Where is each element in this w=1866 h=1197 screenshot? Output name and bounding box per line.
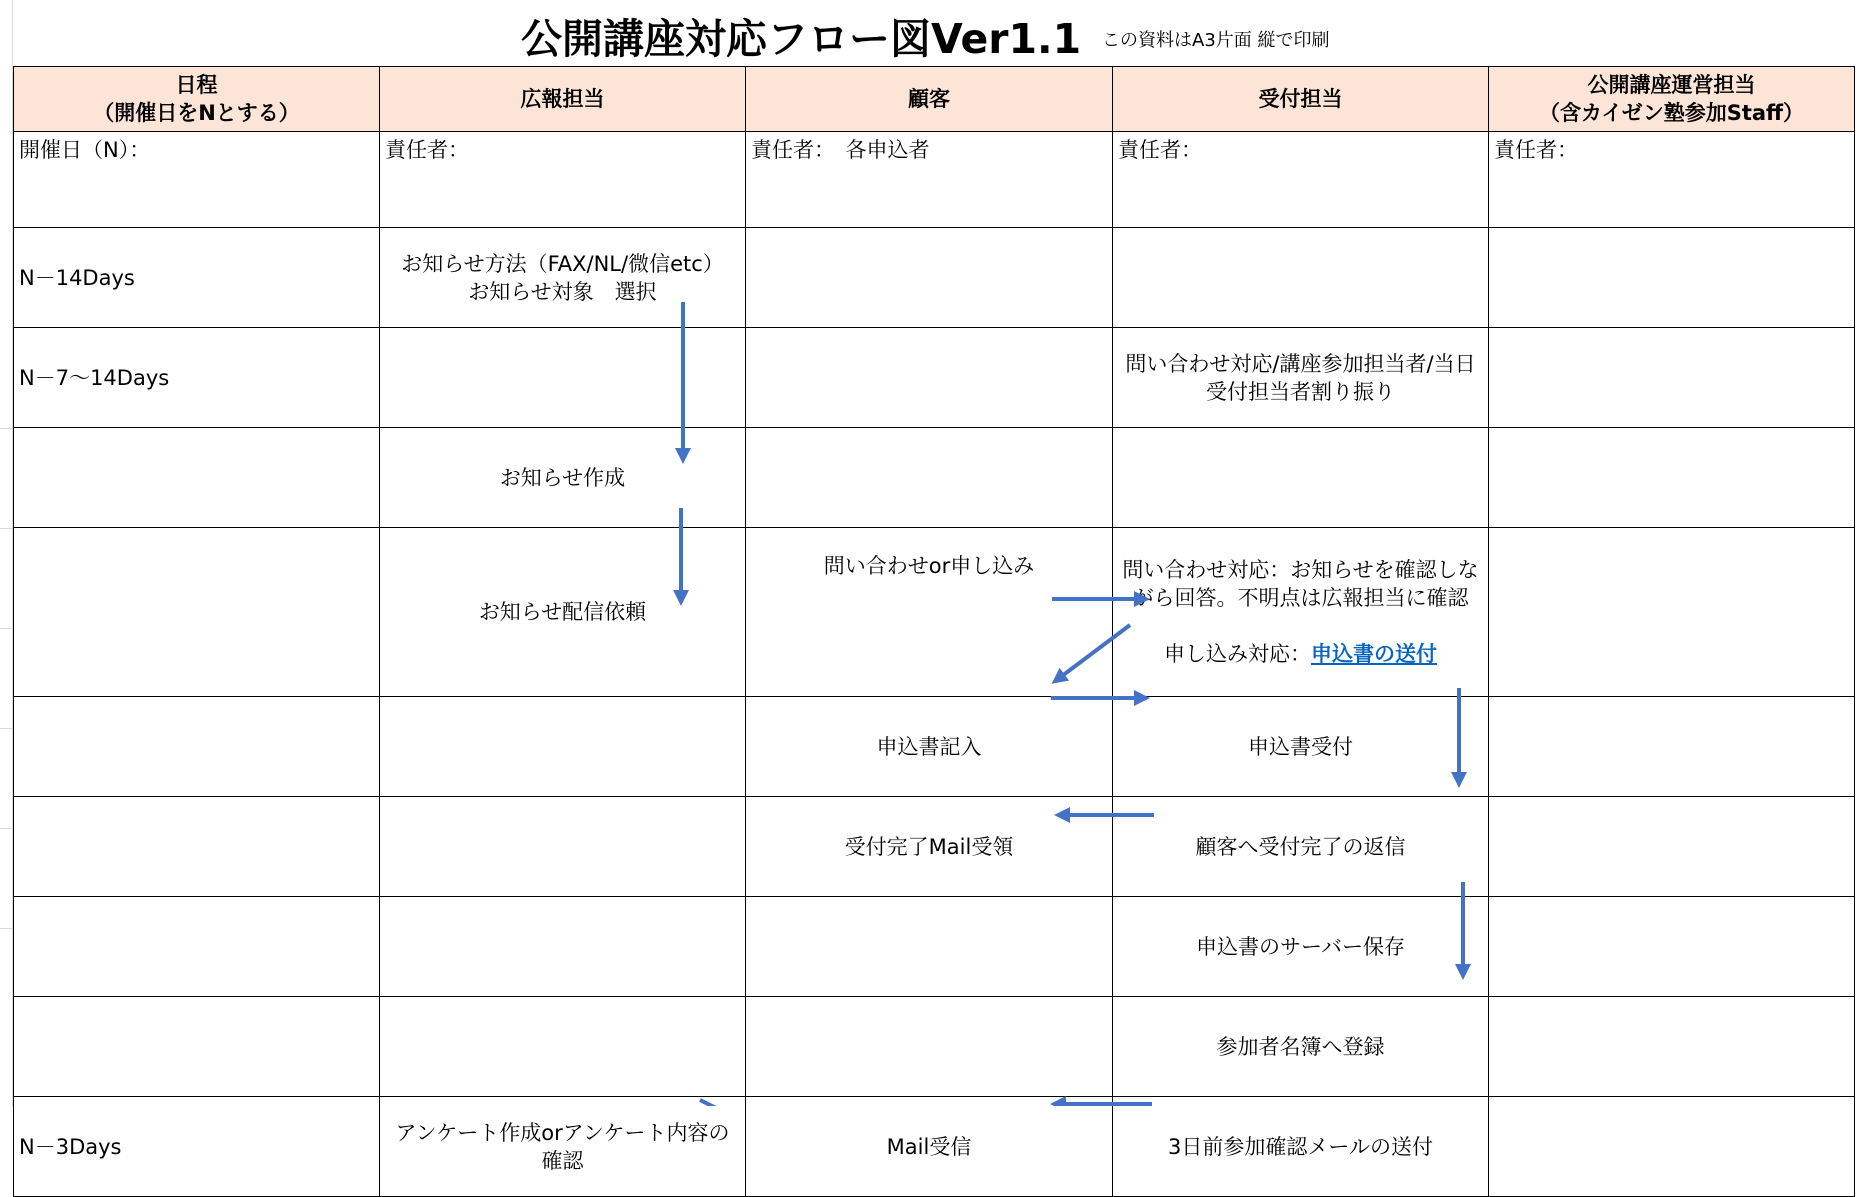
send-application-link[interactable]: 申込書の送付 (1311, 642, 1437, 666)
responsible-schedule: 開催日（N）： (14, 132, 380, 228)
operations-cell (1489, 897, 1855, 997)
header-reception: 受付担当 (1113, 67, 1489, 132)
reception-cell (1113, 428, 1489, 528)
table-row (14, 797, 1855, 897)
reception-cell: 申込書受付 (1113, 697, 1489, 797)
responsible-pr: 責任者： (380, 132, 746, 228)
header-schedule: 日程 （開催日をNとする） (14, 67, 380, 132)
pr-cell: お知らせ配信依頼 (380, 528, 746, 697)
table-row (14, 428, 1855, 528)
reception-cell: 参加者名簿へ登録 (1113, 997, 1489, 1097)
reception-cell (1113, 528, 1489, 697)
operations-cell (1489, 997, 1855, 1097)
operations-cell (1489, 797, 1855, 897)
customer-cell (746, 897, 1113, 997)
schedule-cell (14, 997, 380, 1097)
pr-cell: アンケート作成orアンケート内容の確認 (380, 1097, 746, 1197)
pr-cell (380, 697, 746, 797)
table-row (14, 697, 1855, 797)
reception-inquiry-text: 問い合わせ対応：お知らせを確認しながら回答。不明点は広報担当に確認 (1122, 558, 1479, 610)
customer-cell: Mail受信 (746, 1097, 1113, 1197)
table-row (14, 1097, 1855, 1197)
flow-table (13, 66, 1855, 1197)
pr-cell: お知らせ方法（FAX/NL/微信etc） お知らせ対象 選択 (380, 228, 746, 328)
schedule-cell (14, 797, 380, 897)
page-title: 公開講座対応フロー図Ver1.1 (521, 15, 1082, 63)
responsible-row (14, 132, 1855, 228)
schedule-cell (14, 897, 380, 997)
table-row (14, 997, 1855, 1097)
operations-cell (1489, 228, 1855, 328)
table-row (14, 228, 1855, 328)
reception-cell (1113, 228, 1489, 328)
customer-cell (746, 228, 1113, 328)
responsible-customer: 責任者： 各申込者 (746, 132, 1113, 228)
responsible-reception: 責任者： (1113, 132, 1489, 228)
operations-cell (1489, 328, 1855, 428)
pr-cell (380, 797, 746, 897)
schedule-cell: N－3Days (14, 1097, 380, 1197)
print-note: この資料はA3片面 縦で印刷 (1102, 30, 1330, 51)
header-operations: 公開講座運営担当 （含カイゼン塾参加Staff） (1489, 67, 1855, 132)
pr-cell: お知らせ作成 (380, 428, 746, 528)
reception-cell: 問い合わせ対応/講座参加担当者/当日受付担当者割り振り (1113, 328, 1489, 428)
pr-cell (380, 897, 746, 997)
schedule-cell (14, 697, 380, 797)
table-row (14, 528, 1855, 697)
header-row (14, 67, 1855, 132)
customer-cell (746, 428, 1113, 528)
schedule-cell: N－7～14Days (14, 328, 380, 428)
customer-cell (746, 997, 1113, 1097)
operations-cell (1489, 428, 1855, 528)
table-row (14, 897, 1855, 997)
customer-cell: 申込書記入 (746, 697, 1113, 797)
customer-cell (746, 328, 1113, 428)
pr-cell (380, 997, 746, 1097)
pr-cell (380, 328, 746, 428)
reception-cell: 3日前参加確認メールの送付 (1113, 1097, 1489, 1197)
reception-apply-label: 申し込み対応： (1164, 642, 1311, 666)
schedule-cell: N－14Days (14, 228, 380, 328)
operations-cell (1489, 528, 1855, 697)
responsible-operations: 責任者： (1489, 132, 1855, 228)
reception-cell: 申込書のサーバー保存 (1113, 897, 1489, 997)
schedule-cell (14, 428, 380, 528)
reception-cell: 顧客へ受付完了の返信 (1113, 797, 1489, 897)
customer-cell: 問い合わせor申し込み (746, 528, 1113, 697)
title-area (0, 0, 1866, 66)
customer-cell: 受付完了Mail受領 (746, 797, 1113, 897)
schedule-cell (14, 528, 380, 697)
operations-cell (1489, 697, 1855, 797)
table-row (14, 328, 1855, 428)
header-pr: 広報担当 (380, 67, 746, 132)
operations-cell (1489, 1097, 1855, 1197)
header-customer: 顧客 (746, 67, 1113, 132)
